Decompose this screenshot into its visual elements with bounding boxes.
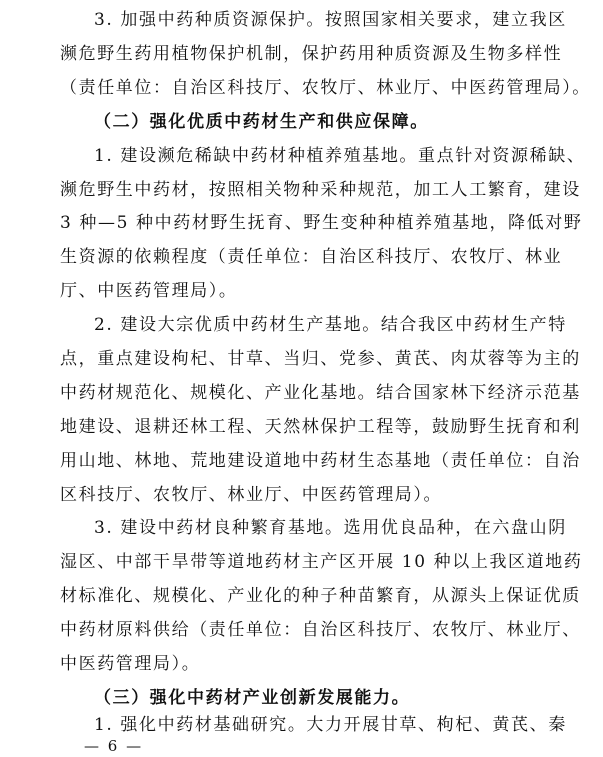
- item-3-line-4: 中药材原料供给（责任单位：自治区科技厅、农牧厅、林业厅、: [60, 620, 581, 640]
- paragraph-3-line-2: 濒危野生药用植物保护机制，保护药用种质资源及生物多样性: [60, 44, 563, 64]
- item-1-line-3: 3 种—5 种中药材野生抚育、野生变种种植养殖基地，降低对野: [60, 213, 583, 233]
- item-3-line-5: 中医药管理局）。: [60, 654, 201, 674]
- item-3-line-2: 湿区、中部干旱带等道地药材主产区开展 10 种以上我区道地药: [60, 552, 583, 572]
- item-3-line-3: 材标准化、规模化、产业化的种子种苗繁育，从源头上保证优质: [60, 586, 581, 606]
- section-heading-2: （二）强化优质中药材生产和供应保障。: [94, 112, 429, 132]
- item-2-line-4: 地建设、退耕还林工程、天然林保护工程等，鼓励野生抚育和利: [60, 417, 581, 437]
- item-3-1-line-1: 1. 强化中药材基础研究。大力开展甘草、枸杞、黄芪、秦: [94, 715, 567, 735]
- item-1-line-2: 濒危野生中药材，按照相关物种采种规范，加工人工繁育，建设: [60, 180, 581, 200]
- page-number: — 6 —: [84, 737, 144, 755]
- item-2-line-5: 用山地、林地、荒地建设道地中药材生态基地（责任单位：自治: [60, 451, 581, 471]
- item-1-line-1: 1. 建设濒危稀缺中药材种植养殖基地。重点针对资源稀缺、: [94, 146, 586, 166]
- item-2-line-6: 区科技厅、农牧厅、林业厅、中医药管理局）。: [60, 485, 443, 505]
- item-3-line-1: 3. 建设中药材良种繁育基地。选用优良品种，在六盘山阴: [94, 518, 567, 538]
- item-2-line-2: 点，重点建设枸杞、甘草、当归、党参、黄芪、肉苁蓉等为主的: [60, 349, 581, 369]
- paragraph-3-line-1: 3. 加强中药种质资源保护。按照国家相关要求，建立我区: [94, 10, 567, 30]
- item-2-line-1: 2. 建设大宗优质中药材生产基地。结合我区中药材生产特: [94, 315, 567, 335]
- section-heading-3: （三）强化中药材产业创新发展能力。: [94, 688, 411, 708]
- item-1-line-5: 厅、中医药管理局）。: [60, 281, 238, 301]
- item-1-line-4: 生资源的依赖程度（责任单位：自治区科技厅、农牧厅、林业: [60, 247, 563, 267]
- paragraph-3-line-3: （责任单位：自治区科技厅、农牧厅、林业厅、中医药管理局）。: [60, 78, 591, 98]
- item-2-line-3: 中药材规范化、规模化、产业化基地。结合国家林下经济示范基: [60, 383, 581, 403]
